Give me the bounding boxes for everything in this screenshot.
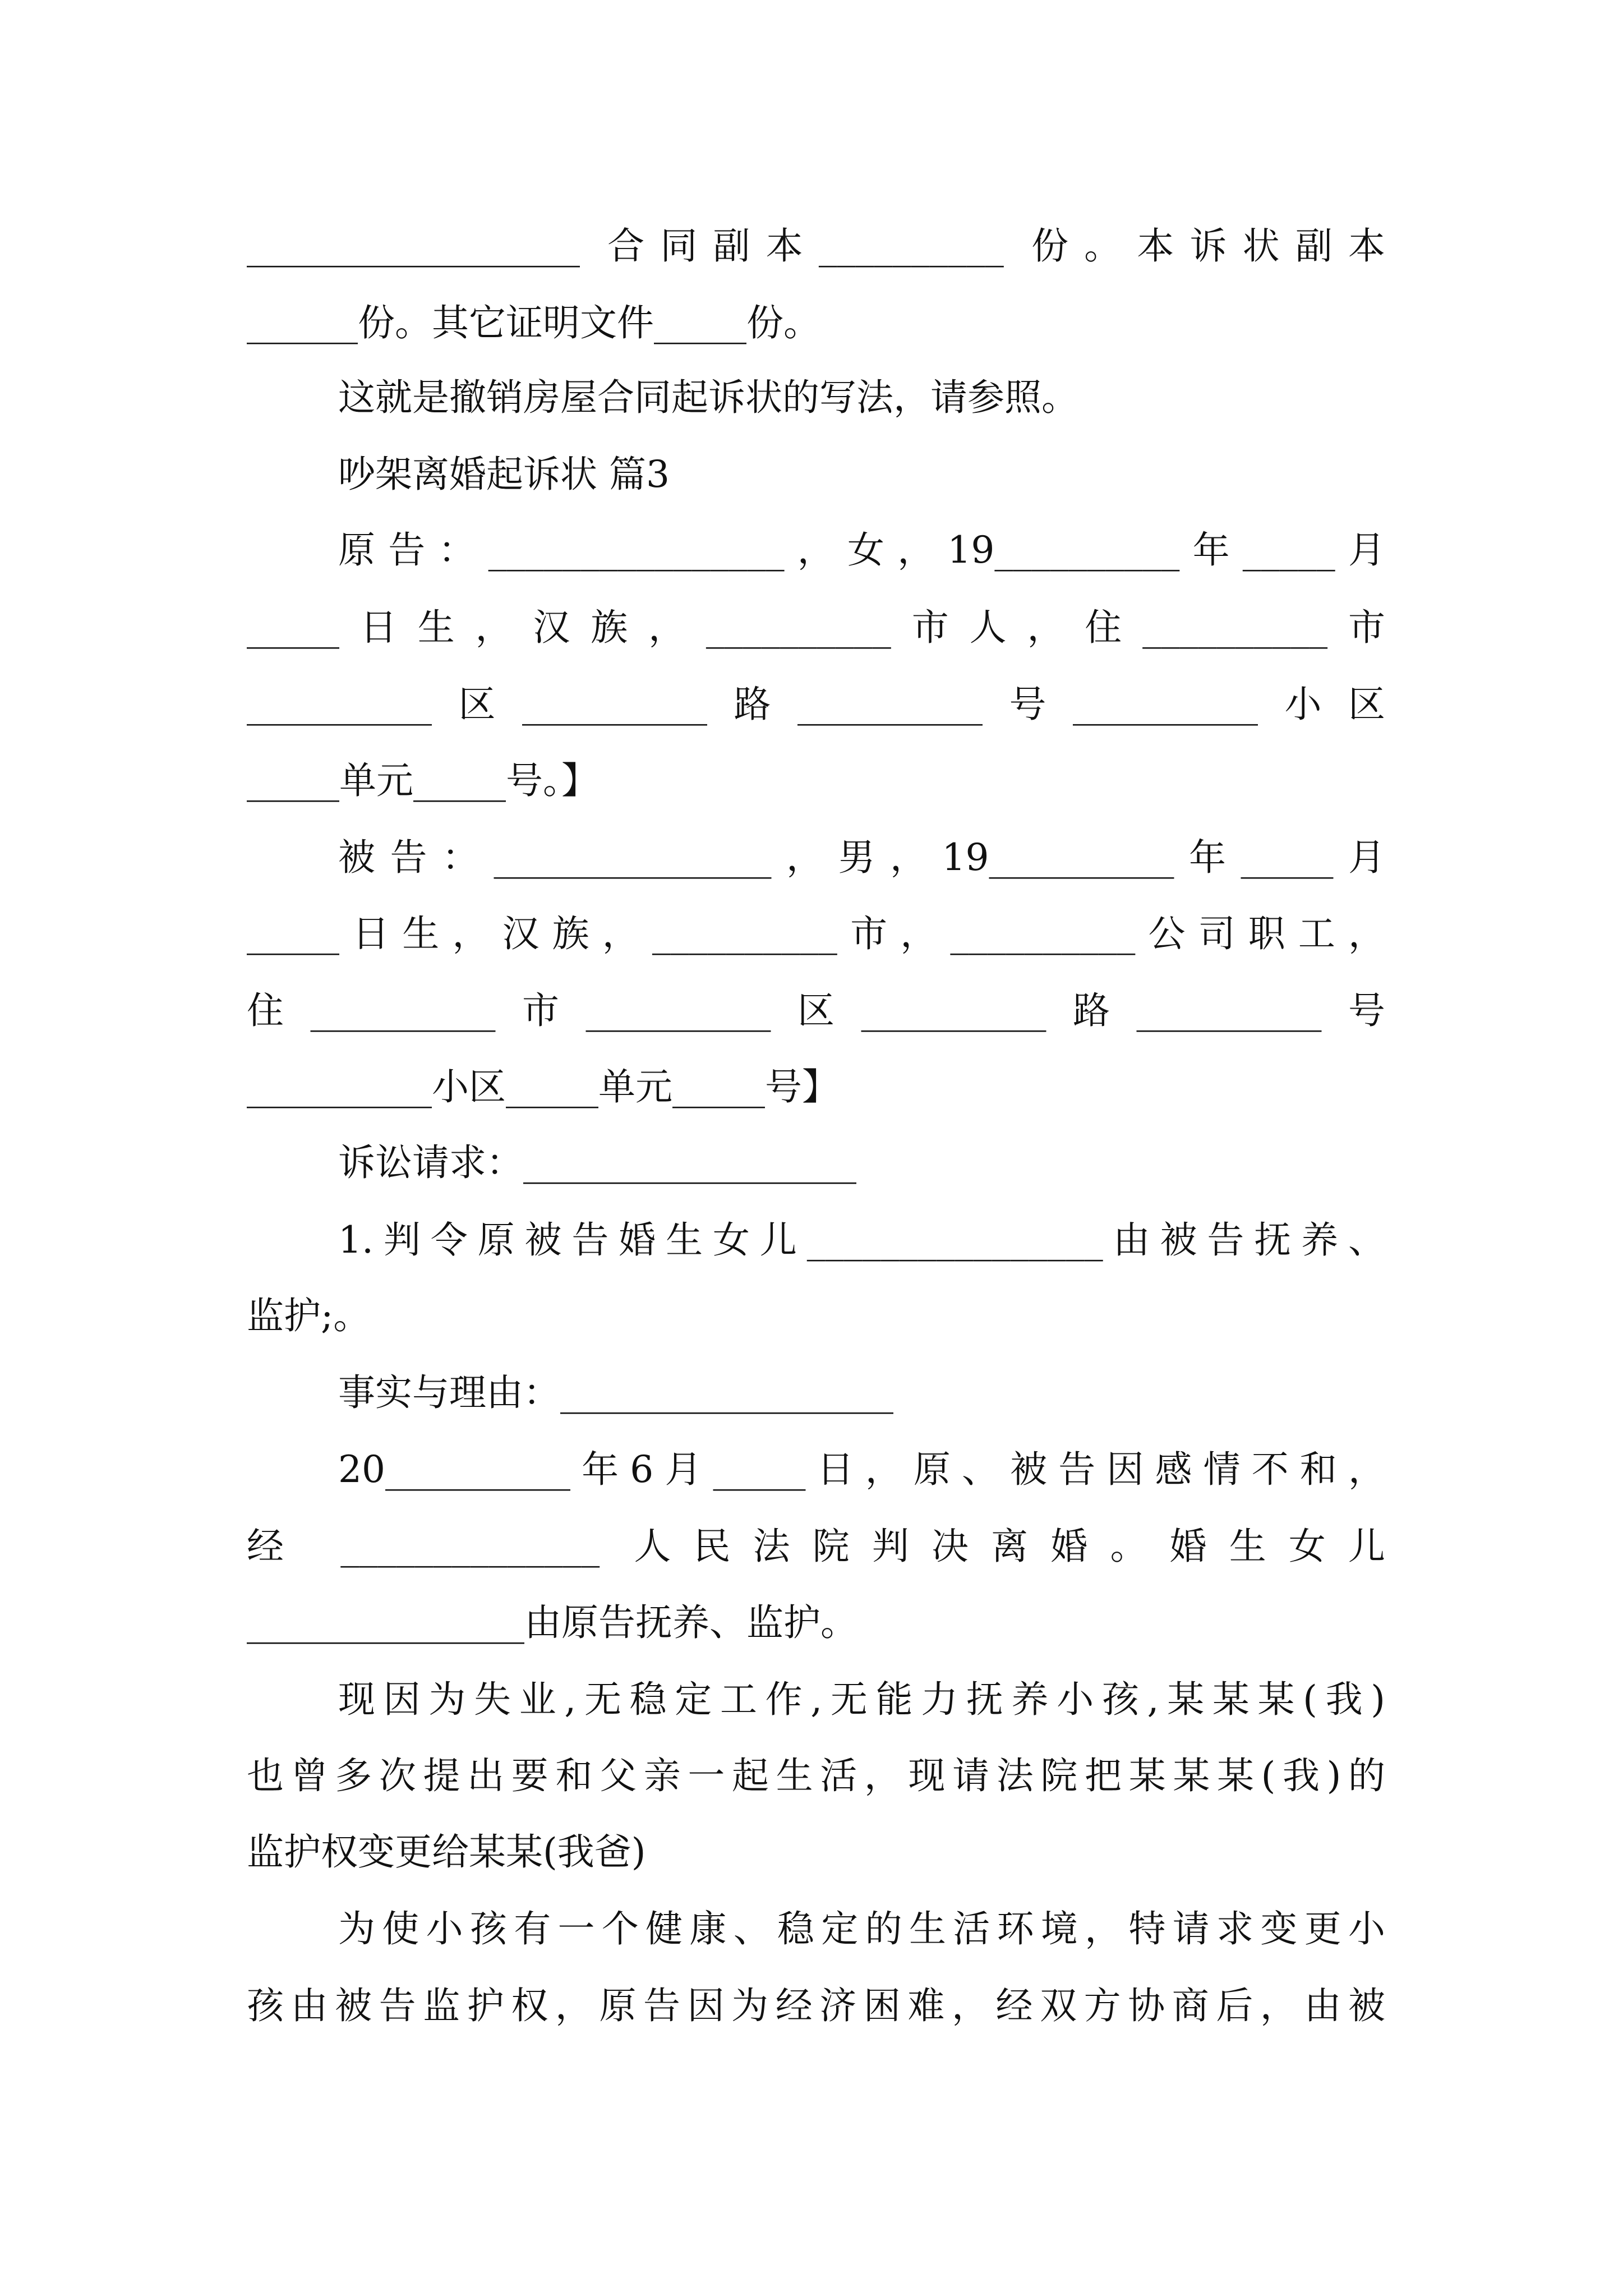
text-line: _____日生，汉族，__________市人，住__________市 <box>247 606 1385 649</box>
text-line: __________小区_____单元_____号】 <box>247 1065 839 1108</box>
text-line: 监护权变更给某某(我爸) <box>247 1830 646 1874</box>
text-line: _____单元_____号。】 <box>247 759 598 802</box>
text-line: 现因为失业,无稳定工作,无能力抚养小孩,某某某(我) <box>338 1678 1385 1721</box>
text-line: __________________ 合同副本__________ 份。本诉状副本 <box>247 224 1385 268</box>
text-line: _____日生，汉族，__________市，__________公司职工， <box>247 912 1385 955</box>
text-line: 孩由被告监护权，原告因为经济困难，经双方协商后，由被 <box>247 1984 1385 2027</box>
text-line: 被告：_______________，男，19__________年_____月 <box>338 836 1385 879</box>
text-line: __________区__________路__________号__________小区 <box>247 683 1385 726</box>
text-line: 诉讼请求：__________________ <box>338 1141 856 1184</box>
text-line: 原告：________________，女，19__________年_____月 <box>338 528 1385 572</box>
text-line: 经 ______________ 人民法院判决离婚。婚生女儿 <box>247 1525 1385 1568</box>
text-line: 事实与理由：__________________ <box>338 1371 893 1414</box>
text-line: 1.判令原被告婚生女儿________________由被告抚养、 <box>338 1218 1385 1262</box>
text-line: ______份。其它证明文件_____份。 <box>247 301 820 344</box>
text-line: 这就是撤销房屋合同起诉状的写法，请参照。 <box>338 376 1078 419</box>
text-line: _______________由原告抚养、监护。 <box>247 1601 857 1644</box>
text-line: 监护;。 <box>247 1294 371 1337</box>
section-heading: 吵架离婚起诉状 篇3 <box>338 453 670 496</box>
text-line: 也曾多次提出要和父亲一起生活，现请法院把某某某(我)的 <box>247 1754 1385 1797</box>
text-line: 20__________年6月_____日，原、被告因感情不和， <box>338 1448 1385 1491</box>
text-line: 为使小孩有一个健康、稳定的生活环境，特请求变更小 <box>338 1907 1385 1950</box>
text-line: 住__________市__________区__________路__________号 <box>247 989 1385 1032</box>
